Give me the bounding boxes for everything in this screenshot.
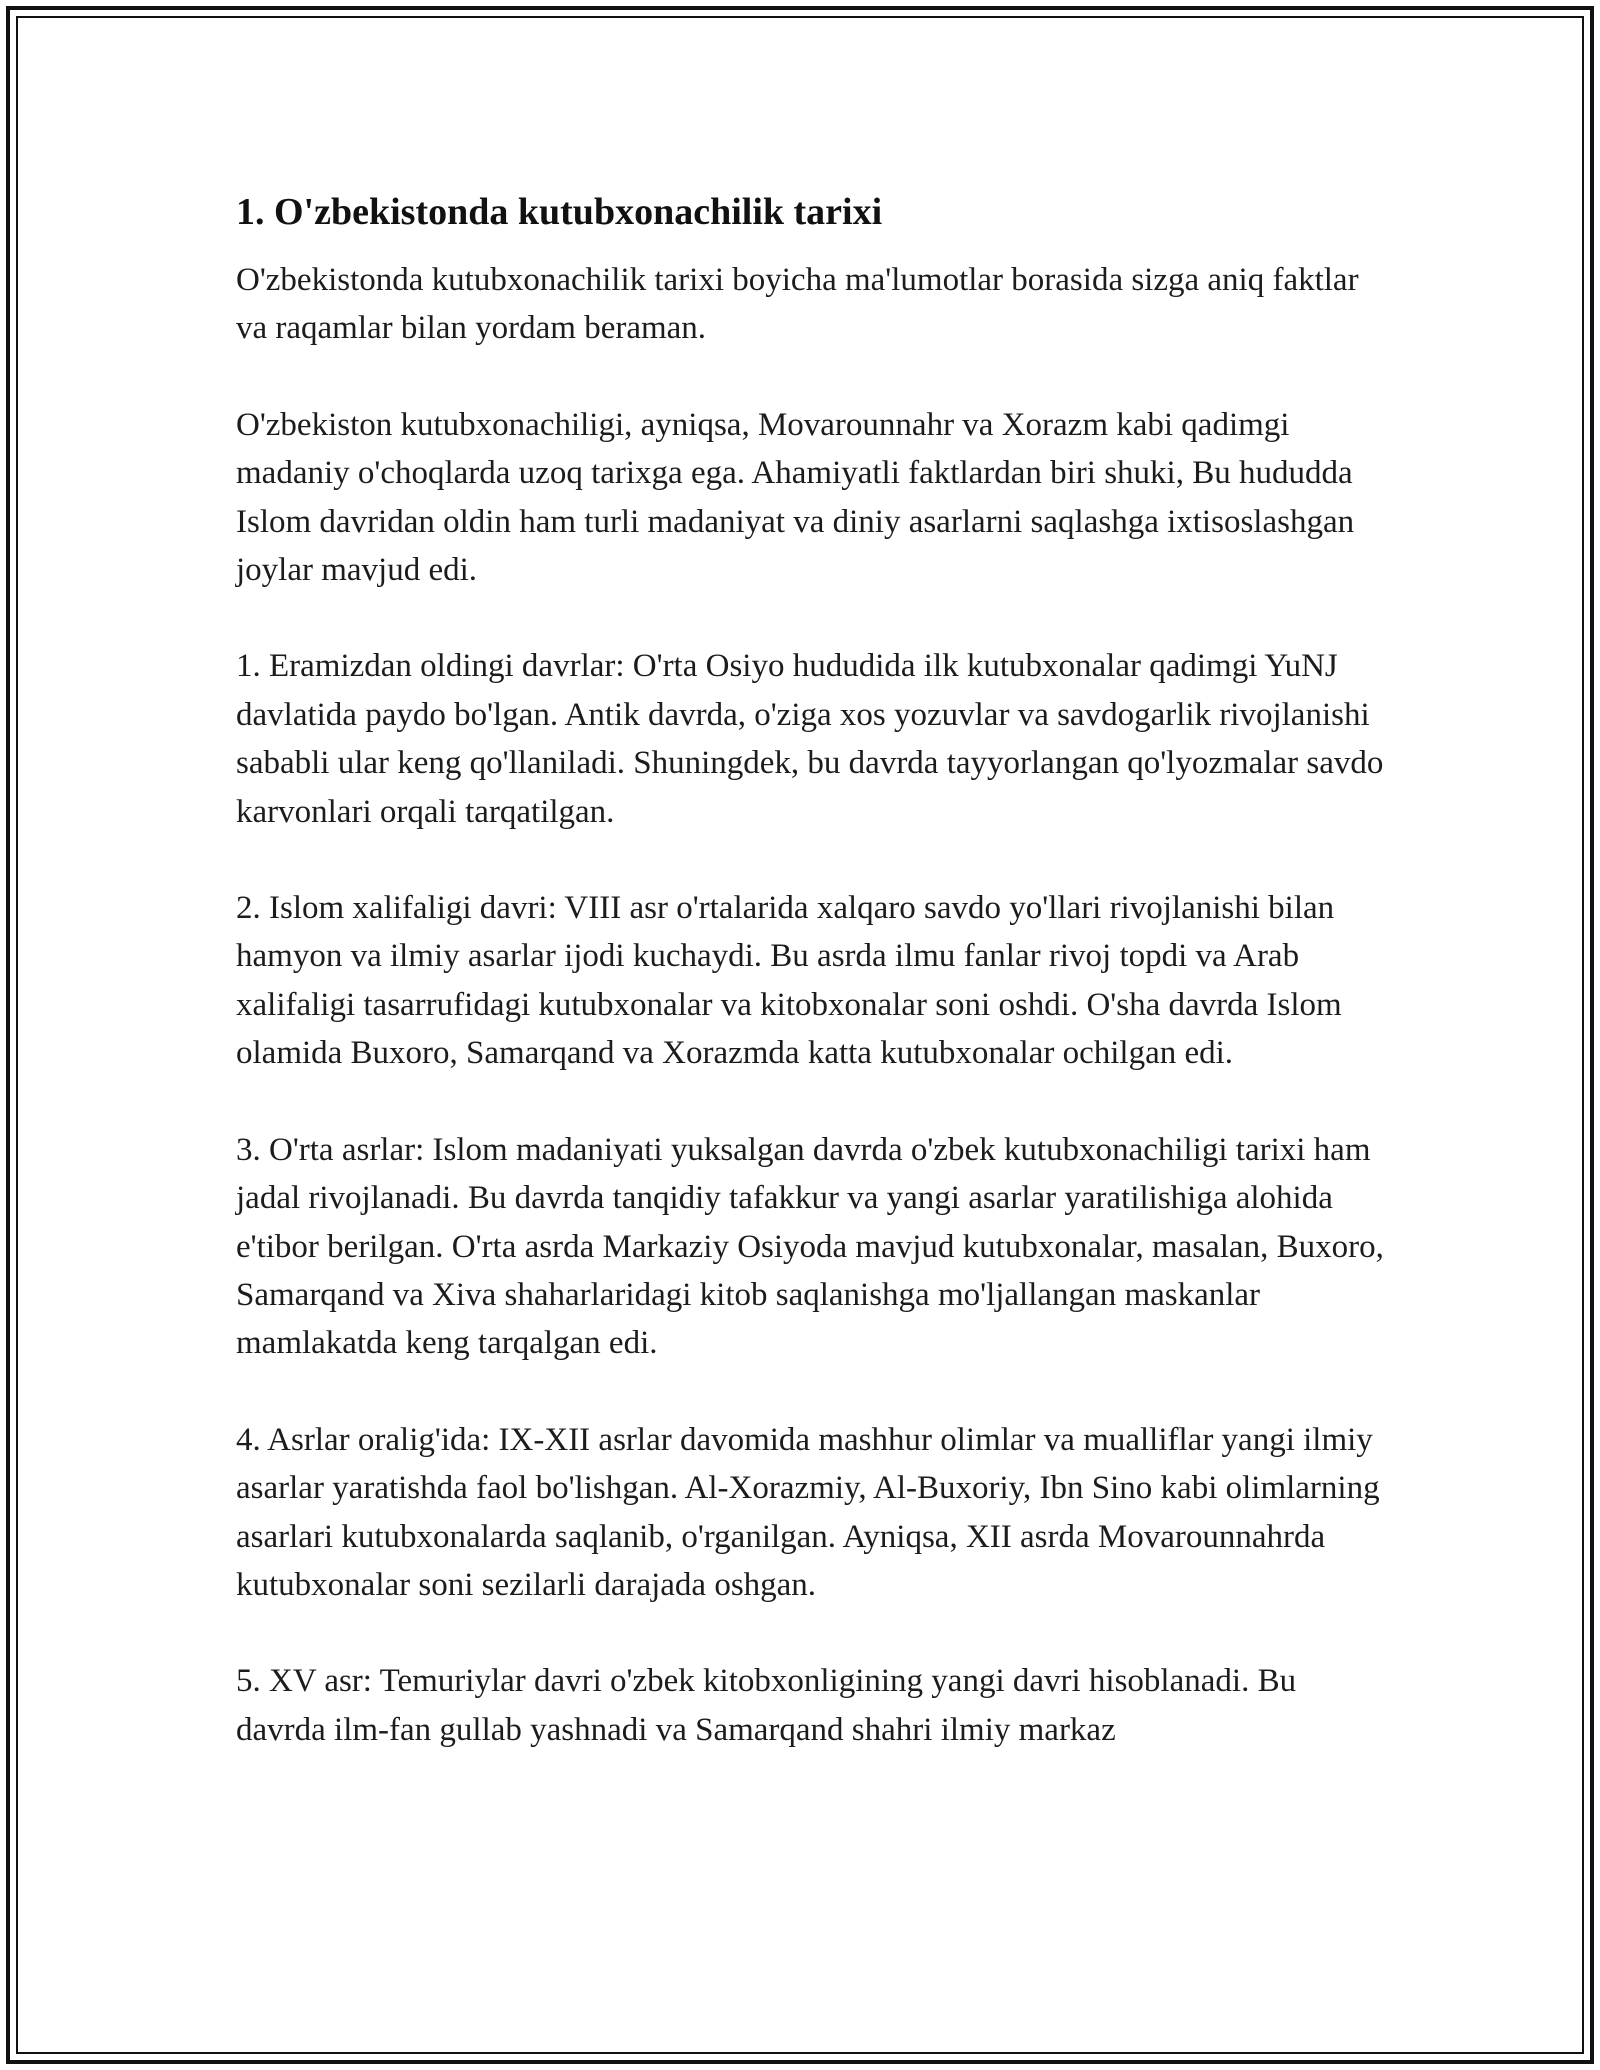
period-2-paragraph: 2. Islom xalifaligi davri: VIII asr o'rtalarida xalqaro savdo yo'llari rivojlanishi bilan hamyon va ilmiy asarlar ijodi kuchaydi. Bu asrda ilmu fanlar rivoj topdi va Arab xalifaligi tasarrufidagi kutubxonalar va kitobxonalar soni oshdi. O'sha davrda Islom olamida Buxoro, Samarqand va Xorazmda katta kutubxonalar ochilgan edi. [236,890,1342,1072]
period-1-paragraph: 1. Eramizdan oldingi davrlar: O'rta Osiyo hududida ilk kutubxonalar qadimgi YuNJ davlatida paydo bo'lgan. Antik davrda, o'ziga xos yozuvlar va savdogarlik rivojlanishi sababli ular keng qo'llaniladi. Shuningdek, bu davrda tayyorlangan qo'lyozmalar savdo karvonlari orqali tarqatilgan. [236,648,1384,830]
period-4-paragraph: 4. Asrlar oralig'ida: IX-XII asrlar davomida mashhur olimlar va mualliflar yangi ilmiy asarlar yaratishda faol bo'lishgan. Al-Xorazmiy, Al-Buxoriy, Ibn Sino kabi olimlarning asarlari kutubxonalarda saqlanib, o'rganilgan. Ayniqsa, XII asrda Movarounnahrda kutubxonalar soni sezilarli darajada oshgan. [236,1421,1380,1603]
overview-paragraph: O'zbekiston kutubxonachiligi, ayniqsa, Movarounnahr va Xorazm kabi qadimgi madaniy o'choqlarda uzoq tarixga ega. Ahamiyatli faktlardan biri shuki, Bu hududda Islom davridan oldin ham turli madaniyat va diniy asarlarni saqlashga ixtisoslashgan joylar mavjud edi. [236,406,1355,589]
period-3-paragraph: 3. O'rta asrlar: Islom madaniyati yuksalgan davrda o'zbek kutubxonachiligi tarixi ham jadal rivojlanadi. Bu davrda tanqidiy tafakkur va yangi asarlar yaratilishiga alohida e'tibor berilgan. O'rta asrda Markaziy Osiyoda mavjud kutubxonalar, masalan, Buxoro, Samarqand va Xiva shaharlaridagi kitob saqlanishga mo'ljallangan maskanlar mamlakatda keng tarqalgan edi. [236,1131,1384,1362]
period-5-paragraph: 5. XV asr: Temuriylar davri o'zbek kitobxonligining yangi davri hisoblanadi. Bu davrda ilm-fan gullab yashnadi va Samarqand shahri ilmiy markaz [236,1663,1297,1748]
intro-paragraph: O'zbekistonda kutubxonachilik tarixi boyicha ma'lumotlar borasida sizga aniq faktlar va raqamlar bilan yordam beraman. [236,262,1359,347]
document-title: 1. O'zbekistonda kutubxonachilik tarixi [236,191,883,233]
document-body [236,186,1386,1754]
